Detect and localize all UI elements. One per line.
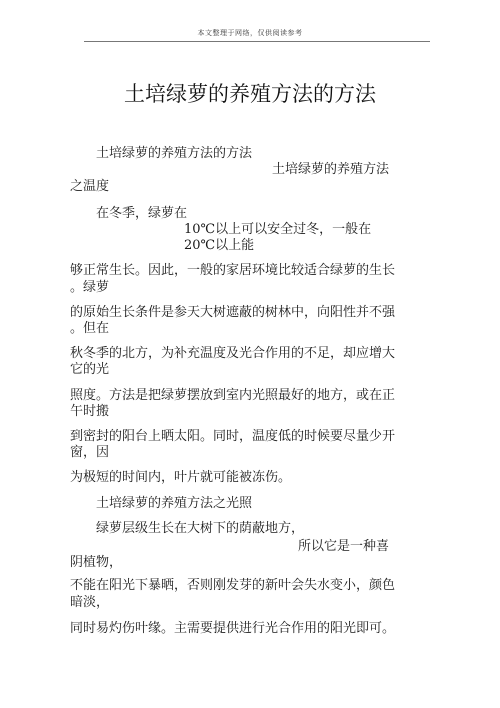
body-line: 够正常生长。因此，一般的家居环境比较适合绿萝的生长 [70,263,396,278]
body-line: 为极短的时间内，叶片就可能被冻伤。 [70,470,292,485]
body-line: 窗，因 [70,445,110,460]
body-line: 暗淡， [70,595,110,610]
section-heading: 土培绿萝的养殖方法之光照 [96,496,253,511]
body-line: 到密封的阳台上晒太阳。同时，温度低的时候要尽量少开 [70,429,396,444]
body-line: 秋冬季的北方，为补充温度及光合作用的不足，却应增大 [70,346,396,361]
body-line: 20℃以上能 [184,238,255,253]
body-line: 午时搬 [70,404,110,419]
body-line: 在冬季，绿萝在 [96,206,188,221]
body-line: 土培绿萝的养殖方法的方法 [96,146,253,161]
body-line: 它的光 [70,362,110,377]
header-divider [84,41,430,42]
body-line: 不能在阳光下暴晒，否则刚发芽的新叶会失水变小，颜色 [70,578,396,593]
page-header-note: 本文整理于网络，仅供阅读参考 [197,29,303,37]
body-line: 。但在 [70,321,110,336]
body-line: 。绿萝 [70,280,110,295]
body-line: 阴植物， [70,555,123,570]
body-line: 绿萝层级生长在大树下的荫蔽地方， [96,521,305,536]
body-line: 之温度 [70,179,110,194]
body-line: 的原始生长条件是参天大树遮蔽的树林中，向阳性并不强 [70,305,396,320]
page-title: 土培绿萝的养殖方法的方法 [124,82,376,106]
body-line: 同时易灼伤叶缘。主需要提供进行光合作用的阳光即可。 [70,621,396,636]
body-line: 10℃以上可以安全过冬，一般在 [184,222,372,237]
body-line: 所以它是一种喜 [298,539,390,554]
body-line: 照度。方法是把绿萝摆放到室内光照最好的地方，或在正 [70,388,396,403]
body-line: 土培绿萝的养殖方法 [272,162,390,177]
